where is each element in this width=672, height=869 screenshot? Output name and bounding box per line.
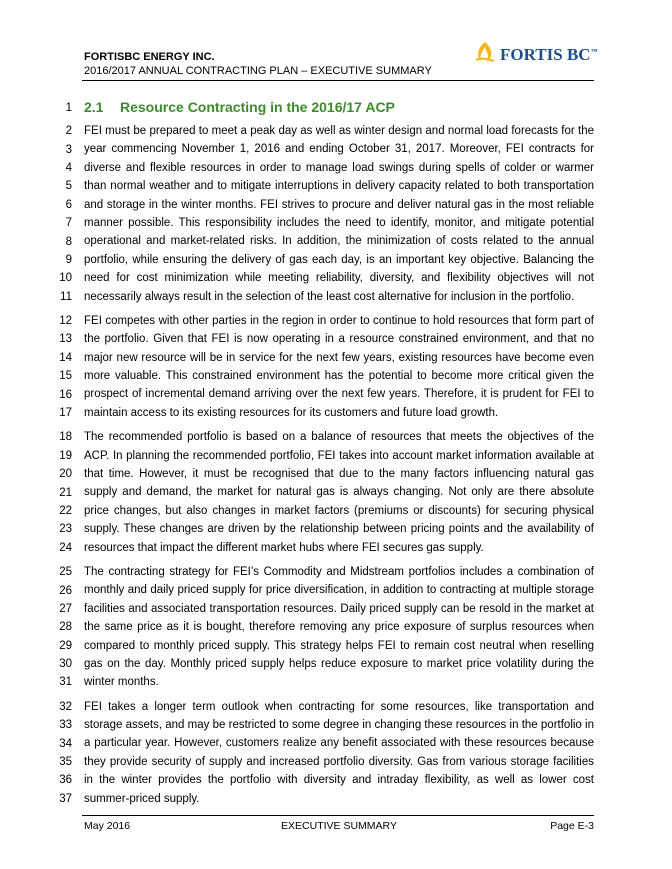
line-number: 4 — [65, 161, 72, 174]
line-number: 15 — [59, 370, 72, 383]
paragraph-5: FEI takes a longer term outlook when contracting for some resources, like transportation and storage assets, and may be restricted to some degree in changing these resources in the portfolio in a particular year. However, customers realize any benefit associated with these resources because they provide security of supply and increased portfolio diversity. Gas from various storage facilities in the winter provides the portfolio with diversity and intraday flexibility, as well as lower cost summer-priced supply. — [84, 700, 594, 805]
line-number: 17 — [59, 407, 72, 420]
line-number: 9 — [65, 253, 72, 266]
line-number: 12 — [59, 315, 72, 328]
line-number: 5 — [65, 180, 72, 193]
document-title: 2016/2017 ANNUAL CONTRACTING PLAN – EXECUTIVE SUMMARY — [84, 65, 432, 77]
line-number: 25 — [59, 566, 72, 579]
footer-page-number: Page E-3 — [550, 820, 594, 832]
line-number: 13 — [59, 333, 72, 346]
paragraph-2: FEI competes with other parties in the region in order to continue to hold resources that form part of the portfolio. Given that FEI is now operating in a resource constrained environment, and that no major new resource will be in service for the next few years, existing resources have become even more valuable. This constrained environment has the potential to become more critical given the prospect of incremental demand arriving over the next few years. Therefore, it is prudent for FEI to maintain access to its existing resources for its customers and future load growth. — [84, 314, 594, 419]
fortisbc-logo — [472, 40, 598, 66]
section-title: Resource Contracting in the 2016/17 ACP — [120, 99, 395, 115]
footer-rule — [82, 815, 594, 816]
line-number: 21 — [59, 486, 72, 499]
line-number: 28 — [59, 621, 72, 634]
paragraph-4: The contracting strategy for FEI’s Commodity and Midstream portfolios includes a combination of monthly and daily priced supply for price diversification, in addition to contracting at multiple storage facilities and associated transportation resources. Daily priced supply can be resold in the market at the same price as it is bought, therefore removing any price exposure of surplus resources when compared to monthly priced supply. This strategy helps FEI to remain cost neutral when reselling gas on the day. Monthly priced supply helps reduce exposure to market price volatility during the winter months. — [84, 565, 594, 689]
line-number: 18 — [59, 431, 72, 444]
line-number: 8 — [65, 235, 72, 248]
line-number: 26 — [59, 584, 72, 597]
line-number: 6 — [65, 198, 72, 211]
paragraph-1: FEI must be prepared to meet a peak day as well as winter design and normal load forecasts for the year commencing November 1, 2016 and ending October 31, 2017. Moreover, FEI contracts for diverse and flexible resources in order to manage load swings during spells of colder or warmer than normal weather and to mitigate interruptions in delivery capacity related to both transportation and storage in the winter months. FEI strives to procure and deliver natural gas in the most reliable manner possible. This responsibility includes the need to identify, monitor, and mitigate potential operational and market-related risks. In addition, the minimization of costs related to the annual portfolio, while ensuring the delivery of gas each day, is an important key objective. Balancing the need for cost minimization while meeting reliability, diversity, and flexibility objectives will not necessarily always result in the selection of the least cost alternative for inclusion in the portfolio. — [84, 125, 594, 303]
footer-section: EXECUTIVE SUMMARY — [281, 820, 397, 832]
line-number: 20 — [59, 468, 72, 481]
line-number: 36 — [59, 774, 72, 787]
line-number: 14 — [59, 351, 72, 364]
line-number: 1 — [65, 102, 72, 114]
line-number: 24 — [59, 541, 72, 554]
company-name: FORTISBC ENERGY INC. — [84, 51, 215, 63]
section-number: 2.1 — [84, 99, 104, 115]
line-number: 31 — [59, 676, 72, 689]
line-number: 37 — [59, 792, 72, 805]
line-number: 7 — [65, 217, 72, 230]
line-number: 11 — [60, 290, 72, 303]
line-number: 22 — [59, 504, 72, 517]
header-rule — [82, 80, 594, 81]
line-number: 16 — [59, 388, 72, 401]
line-number: 2 — [65, 125, 72, 138]
logo-wordmark: FORTIS BC™ — [500, 45, 598, 64]
line-number: 29 — [59, 639, 72, 652]
line-number: 34 — [59, 737, 72, 750]
line-number: 23 — [59, 523, 72, 536]
line-number: 32 — [59, 700, 72, 713]
paragraph-3: The recommended portfolio is based on a balance of resources that meets the objectives of the ACP. In planning the recommended portfolio, FEI takes into account market information available at that time. However, it must be recognised that due to the many factors influencing natural gas supply and demand, the market for natural gas is always changing. Not only are there absolute price changes, but also changes in market factors (premiums or discounts) for securing physical supply. These changes are driven by the relationship between pricing points and the availability of resources that impact the different market hubs where FEI secures gas supply. — [84, 431, 594, 554]
line-number: 3 — [65, 143, 72, 156]
line-number: 10 — [59, 272, 72, 285]
line-number: 19 — [59, 449, 72, 462]
section-heading — [84, 98, 395, 116]
line-number: 35 — [59, 756, 72, 769]
footer-date: May 2016 — [84, 820, 131, 832]
flame-icon — [472, 40, 498, 66]
line-number: 33 — [59, 719, 72, 732]
line-number: 30 — [59, 658, 72, 671]
line-number: 27 — [59, 602, 72, 615]
